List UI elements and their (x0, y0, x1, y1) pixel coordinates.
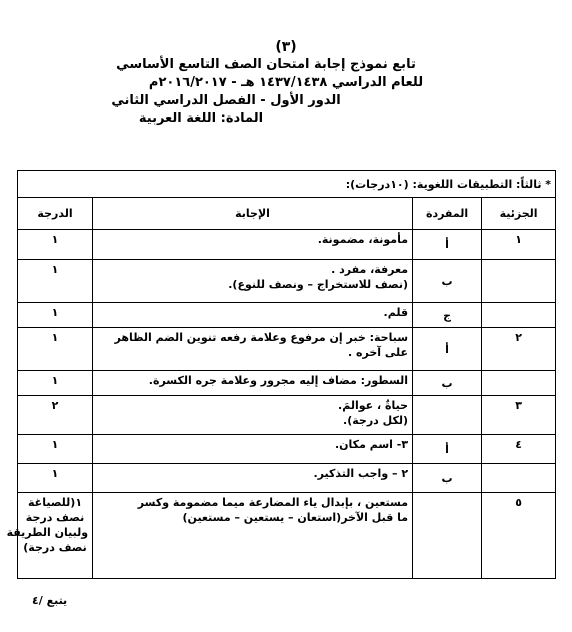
header-part: الجزئية (482, 198, 556, 230)
cell-item: أ (413, 435, 482, 464)
answer-line: معرفة، مفرد . (331, 263, 409, 276)
continued-note: يتبع /٤ (32, 594, 68, 607)
answer-table (6, 170, 556, 579)
table-row (18, 230, 556, 260)
cell-item: أ (413, 230, 482, 260)
cell-item: ب (413, 464, 482, 493)
table-row (18, 493, 556, 579)
cell-grade (6, 493, 93, 579)
cell-part: ٢ (482, 328, 556, 371)
cell-answer (93, 464, 413, 493)
cell-grade (18, 371, 93, 396)
answer-line: مأمونة، مضمونة. (317, 233, 409, 246)
cell-grade (18, 303, 93, 328)
page-number: (٣) (275, 39, 297, 55)
answer-line: قلم. (383, 306, 409, 319)
answer-line: حياةٌ ، عوالمَ. (338, 399, 409, 412)
exam-header (0, 38, 572, 128)
cell-item: ب (413, 260, 482, 303)
cell-item: ج (413, 303, 482, 328)
grade-line: ١ (51, 438, 59, 451)
answer-line: ٢ – واجب التذكير. (313, 467, 409, 480)
grade-line: ١ (51, 306, 59, 319)
table-row (18, 260, 556, 303)
cell-item: أ (413, 328, 482, 371)
cell-part: ١ (482, 230, 556, 260)
grade-line: ١ (51, 467, 59, 480)
cell-grade (18, 396, 93, 435)
cell-grade (18, 230, 93, 260)
table-row (18, 303, 556, 328)
cell-grade (18, 435, 93, 464)
answer-line: ٣- اسم مكان. (334, 438, 409, 451)
cell-grade (18, 260, 93, 303)
subject-line: المادة: اللغة العربية (138, 111, 264, 126)
cell-part: ٣ (482, 396, 556, 435)
cell-item: ب (413, 371, 482, 396)
header-item: المفردة (413, 198, 482, 230)
cell-answer (93, 303, 413, 328)
header-answer: الإجابة (93, 198, 413, 230)
grade-line: نصف درجة) (23, 541, 87, 554)
table-header-row (18, 198, 556, 230)
cell-answer (93, 493, 413, 579)
cell-part (482, 371, 556, 396)
answer-line: سباحة: خبر إن مرفوع وعلامة رفعه تنوين الضم الظاهر (114, 331, 409, 344)
table-row (18, 396, 556, 435)
cell-grade (18, 328, 93, 371)
table-row (18, 435, 556, 464)
table-row (18, 371, 556, 396)
answer-line: (لكل درجة). (343, 414, 409, 427)
header-grade: الدرجة (18, 198, 93, 230)
grade-line: ١(للصياغة (28, 496, 83, 509)
cell-answer (93, 435, 413, 464)
answer-line: على آخره . (348, 346, 409, 359)
answer-line: مستعين ، بإبدال ياء المضارعة ميما مضمومة وكسر (137, 496, 409, 509)
answer-line: (نصف للاستخراج – ونصف للنوع). (228, 278, 409, 291)
section-title: * ثالثاً: التطبيقات اللغوية: (١٠درجات): (18, 171, 556, 198)
cell-part (482, 303, 556, 328)
grade-line: ٢ (51, 399, 59, 412)
cell-answer (93, 260, 413, 303)
cell-part (482, 464, 556, 493)
cell-answer (93, 328, 413, 371)
cell-part: ٤ (482, 435, 556, 464)
cell-item (413, 396, 482, 435)
cell-answer (93, 371, 413, 396)
answer-line: ما قبل الآخر(استعان – يستعين – مستعين) (182, 511, 409, 524)
grade-line: نصف درجة (25, 511, 85, 524)
cell-answer (93, 230, 413, 260)
cell-part: ٥ (482, 493, 556, 579)
cell-answer (93, 396, 413, 435)
grade-line: ١ (51, 263, 59, 276)
cell-part (482, 260, 556, 303)
cell-grade (18, 464, 93, 493)
cell-item (413, 493, 482, 579)
grade-line: ولبيان الطريقة (6, 526, 89, 539)
table-row (18, 328, 556, 371)
grade-line: ١ (51, 233, 59, 246)
exam-title: تابع نموذج إجابة امتحان الصف التاسع الأساسي (116, 57, 416, 72)
answer-line: السطور: مضاف إليه مجرور وعلامة جره الكسرة. (148, 374, 409, 387)
grade-line: ١ (51, 331, 59, 344)
table-row (18, 464, 556, 493)
exam-session: الدور الأول - الفصل الدراسي الثاني (111, 93, 341, 108)
academic-year: للعام الدراسي ١٤٣٧/١٤٣٨ هـ - ٢٠١٦/٢٠١٧م (148, 75, 424, 90)
grade-line: ١ (51, 374, 59, 387)
